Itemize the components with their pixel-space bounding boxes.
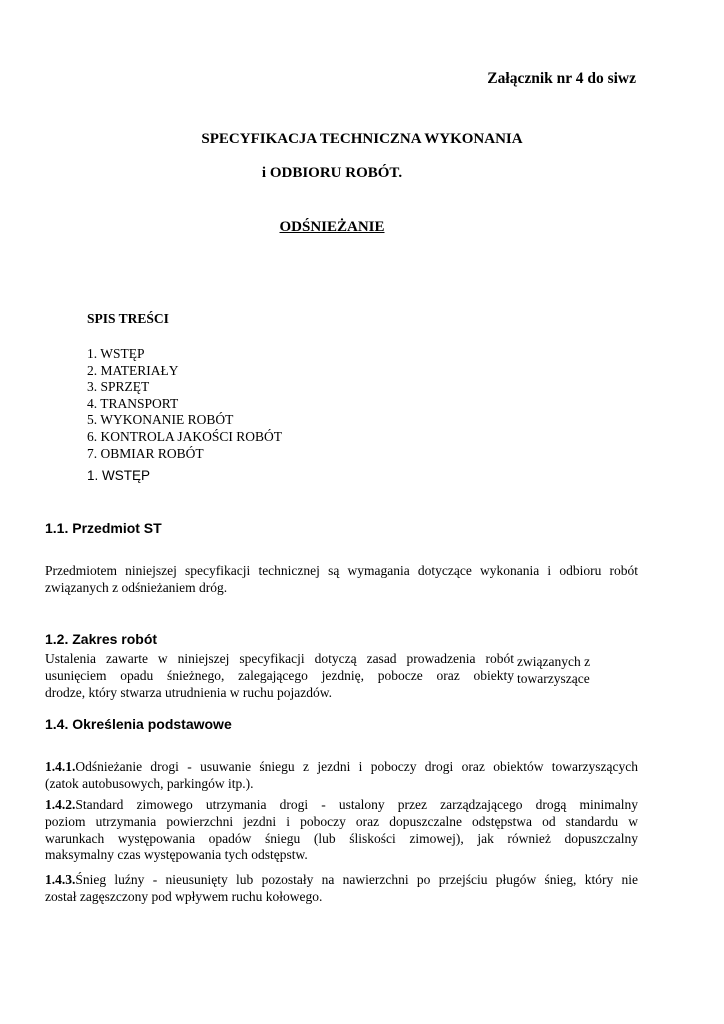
paragraph-1-1 — [45, 563, 638, 597]
attachment-label: Załącznik nr 4 do siwz — [487, 70, 636, 87]
toc-item: 5. WYKONANIE ROBÓT — [87, 412, 234, 428]
toc-item: 3. SPRZĘT — [87, 379, 150, 395]
paragraph-line: usunięciem opadu śnieżnego, zalegającego jezdnię, pobocze oraz obiekty — [45, 667, 514, 683]
toc-item: 6. KONTROLA JAKOŚCI ROBÓT — [87, 428, 283, 444]
paragraph-line — [45, 759, 638, 776]
paragraph-1-2 — [45, 651, 514, 701]
paragraph-line: poziom utrzymania powierzchni jezdni i poboczy oraz dopuszczalne odstępstwa od standardu w — [45, 813, 638, 829]
definition-1-4-3 — [45, 872, 638, 906]
heading-1-2: 1.2. Zakres robót — [45, 631, 158, 647]
toc-heading: SPIS TREŚCI — [87, 311, 169, 326]
paragraph-line — [45, 797, 638, 814]
definition-text: Standard zimowego utrzymania drogi - ustalony przez zarządzającego drogą minimalny — [75, 797, 638, 812]
overflow-text: związanych z — [517, 654, 591, 669]
title-line-2: i ODBIORU ROBÓT. — [261, 165, 403, 181]
overflow-text: towarzyszące — [517, 671, 590, 686]
definition-text: Śnieg luźny - nieusunięty lub pozostały na nawierzchni po przejściu pługów śnieg, który nie — [75, 872, 638, 887]
paragraph-line: Ustalenia zawarte w niniejszej specyfikacji dotyczą zasad prowadzenia robót — [45, 651, 514, 666]
definition-text: Odśnieżanie drogi - usuwanie śniegu z jezdni i poboczy drogi oraz obiektów towarzyszących — [75, 759, 638, 774]
paragraph-line: Przedmiotem niniejszej specyfikacji technicznej są wymagania dotyczące wykonania i odbioru robót — [45, 563, 638, 578]
paragraph-line: (zatok autobusowych, parkingów itp.). — [45, 775, 254, 791]
paragraph-line: związanych z odśnieżaniem dróg. — [45, 579, 228, 595]
heading-1-1: 1.1. Przedmiot ST — [45, 520, 162, 536]
paragraph-line: warunkach występowania opadów śniegu (lub śliskości zimowej), jak również dopuszczalny — [45, 830, 638, 846]
paragraph-line: został zagęszczony pod wpływem ruchu kołowego. — [45, 888, 323, 904]
title-line-1: SPECYFIKACJA TECHNICZNA WYKONANIA — [201, 131, 523, 147]
toc-item: 4. TRANSPORT — [87, 395, 179, 411]
definition-number: 1.4.3. — [45, 872, 76, 887]
paragraph-line — [45, 872, 638, 889]
paragraph-line: drodze, który stwarza utrudnienia w ruchu pojazdów. — [45, 684, 333, 700]
definition-1-4-2 — [45, 797, 638, 864]
toc-list — [87, 346, 282, 462]
paragraph-line: maksymalny czas występowania tych odstępstw. — [45, 847, 308, 863]
definition-number: 1.4.1. — [45, 759, 76, 774]
definition-1-4-1 — [45, 759, 638, 793]
toc-item: 1. WSTĘP — [87, 346, 145, 361]
section-1-start: 1. WSTĘP — [87, 468, 151, 483]
toc-item: 2. MATERIAŁY — [87, 362, 179, 378]
heading-1-4: 1.4. Określenia podstawowe — [45, 716, 232, 732]
toc-item: 7. OBMIAR ROBÓT — [87, 445, 204, 461]
definition-number: 1.4.2. — [45, 797, 76, 812]
subject-title: ODŚNIEŻANIE — [279, 219, 385, 235]
